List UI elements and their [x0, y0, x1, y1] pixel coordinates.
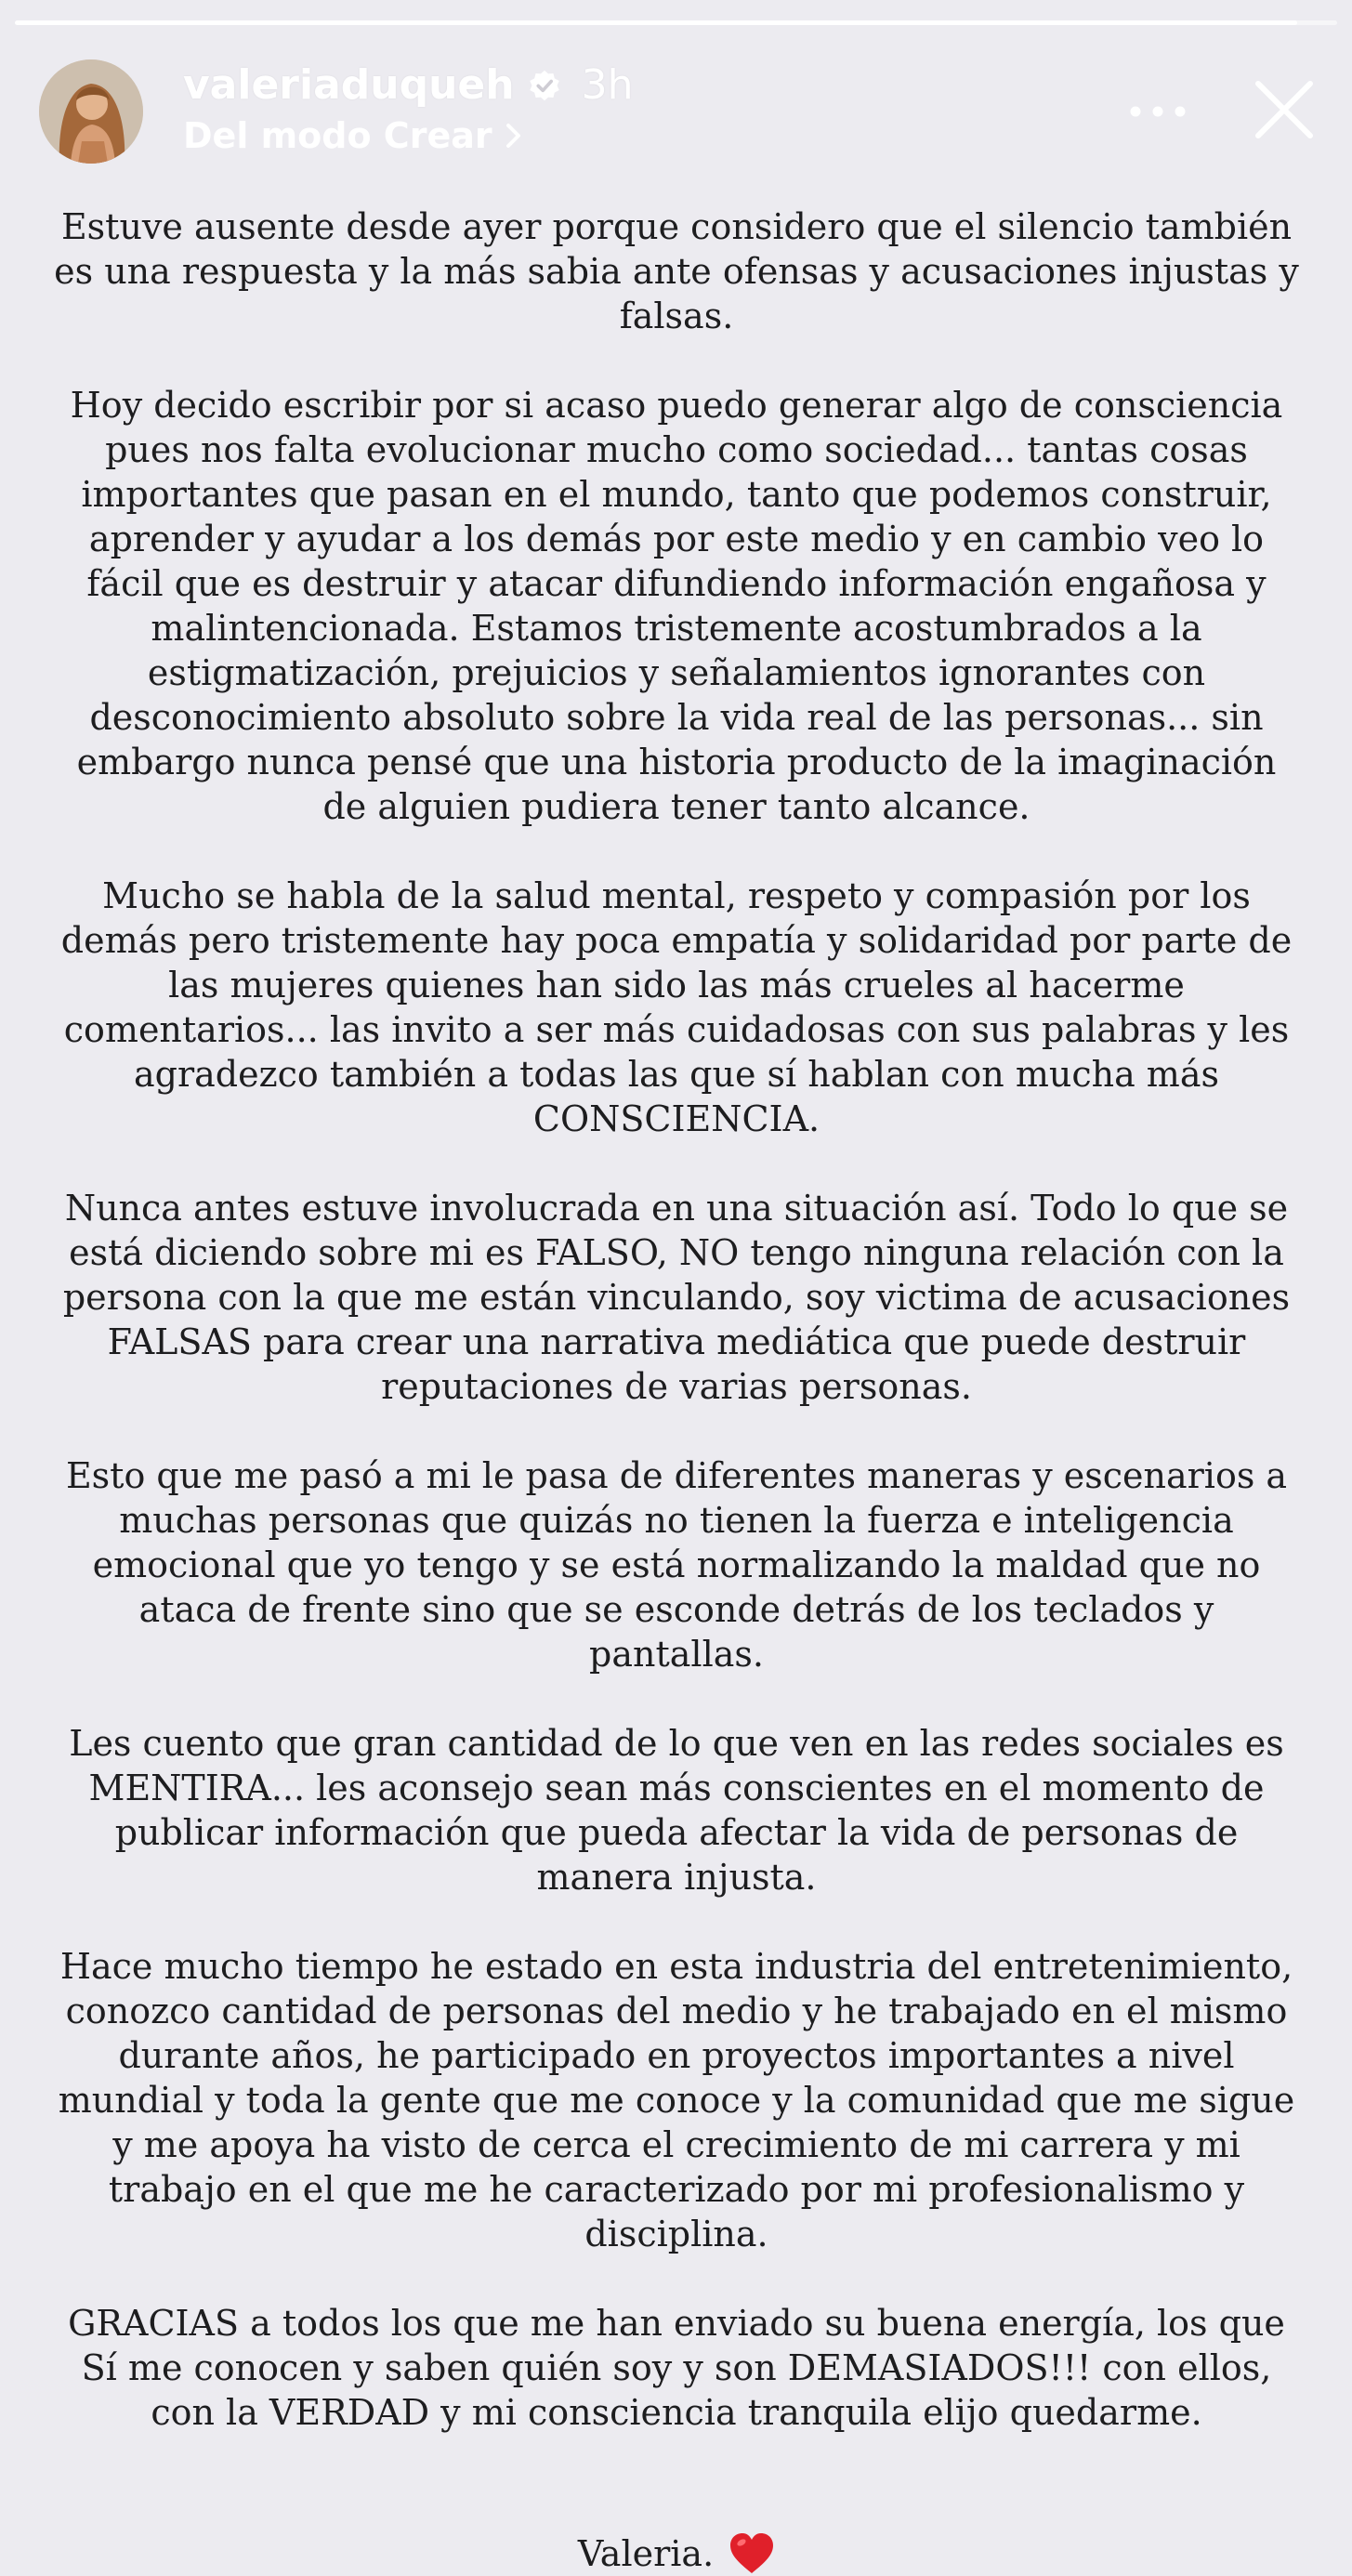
story-paragraph: Estuve ausente desde ayer porque considero que el silencio también es una respuesta y la más sabia ante ofensas y acusaciones injustas y falsas. [54, 206, 1299, 336]
create-mode-link[interactable] [183, 115, 522, 156]
username[interactable]: valeriaduqueh [183, 61, 515, 109]
signature: Valeria. [577, 2533, 715, 2574]
story-paragraph: Esto que me pasó a mi le pasa de diferentes maneras y escenarios a muchas personas que quizás no tienen la fuerza e inteligencia emocional que yo tengo y se está normalizando la maldad que no ataca de frente sino que se esconde detrás de los teclados y pantallas. [65, 1455, 1288, 1675]
story-paragraph: Nunca antes estuve involucrada en una situación así. Todo lo que se está diciendo sobre mi es FALSO, NO tengo ninguna relación con la persona con la que me están vinculando, soy victima de acusaciones FALSAS para crear una narrativa mediática que puede destruir reputaciones de varias personas. [62, 1188, 1291, 1407]
create-mode-label: Del modo Crear [183, 115, 492, 156]
story-paragraph: Hace mucho tiempo he estado en esta industria del entretenimiento, conozco cantidad de personas del medio y he trabajado en el mismo durante años, he participado en proyectos importantes a nivel mundial y toda la gente que me conoce y la comunidad que me sigue y me apoya ha visto de cerca el crecimiento de mi carrera y mi trabajo en el que me he caracterizado por mi profesionalismo y disciplina. [58, 1946, 1295, 2254]
story-paragraph: GRACIAS a todos los que me han enviado su buena energía, los que Sí me conocen y saben quién soy y son DEMASIADOS!!! con ellos, con la VERDAD y mi consciencia tranquila elijo quedarme. [68, 2303, 1285, 2433]
story-progress-bar [15, 20, 1337, 25]
verified-badge-icon [528, 69, 561, 102]
signature-line [54, 2531, 1299, 2576]
story-progress-fill [15, 20, 1297, 25]
story-username-row[interactable] [183, 61, 633, 109]
close-icon[interactable] [1251, 76, 1318, 143]
post-time: 3h [581, 61, 634, 109]
red-heart-icon [729, 2532, 775, 2575]
story-paragraph: Hoy decido escribir por si acaso puedo generar algo de consciencia pues nos falta evolucionar mucho como sociedad... tantas cosas importantes que pasan en el mundo, tanto que podemos construir, aprender y ayudar a los demás por este medio y en cambio veo lo fácil que es destruir y atacar difundiendo información engañosa y malintencionada. Estamos tristemente acostumbrados a la estigmatización, prejuicios y señalamientos ignorantes con desconocimiento absoluto sobre la vida real de las personas... sin embargo nunca pensé que una historia producto de la imaginación de alguien pudiera tener tanto alcance. [70, 385, 1283, 827]
avatar[interactable] [39, 59, 143, 164]
chevron-right-icon [505, 123, 522, 149]
story-text-content [54, 204, 1299, 2576]
story-paragraph: Mucho se habla de la salud mental, respeto y compasión por los demás pero tristemente hay poca empatía y solidaridad por parte de las mujeres quienes han sido las más crueles al hacerme comentarios... las invito a ser más cuidadosas con sus palabras y les agradezco también a todas las que sí hablan con mucha más CONSCIENCIA. [60, 875, 1293, 1139]
story-paragraph: Les cuento que gran cantidad de lo que ven en las redes sociales es MENTIRA... les aconsejo sean más conscientes en el momento de publicar información que pueda afectar la vida de personas de manera injusta. [69, 1723, 1284, 1898]
more-options-icon[interactable] [1124, 91, 1191, 132]
